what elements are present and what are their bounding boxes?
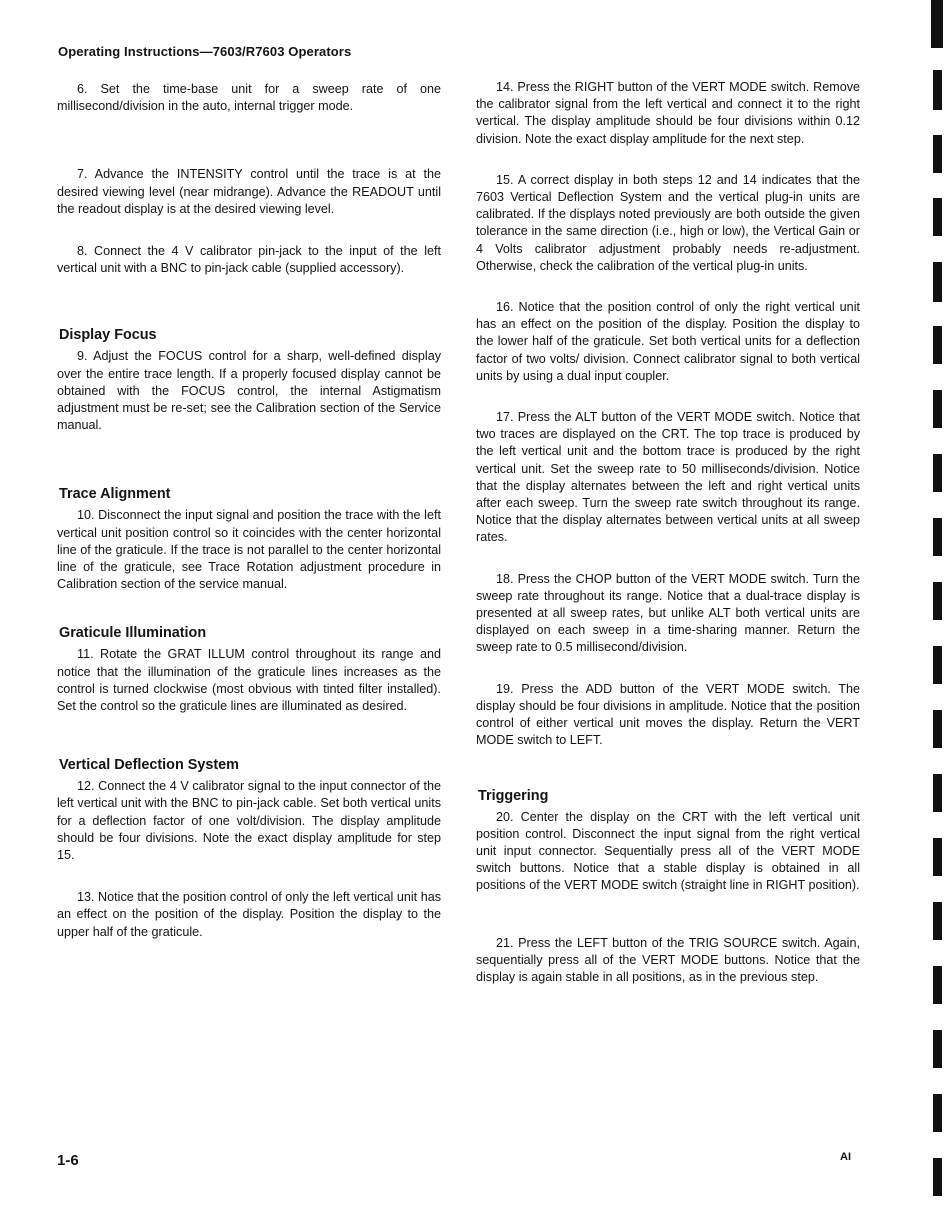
step-18: 18. Press the CHOP button of the VERT MODE switch. Turn the sweep rate throughout its range. Notice that a dual-trace display is presented at all sweep rates, but unlike ALT both vertical units are displayed on each sweep in a time-sharing manner. Return the sweep rate to 0.5 millisecond/division. <box>476 571 860 655</box>
edge-mark <box>933 70 942 110</box>
edge-mark <box>933 1094 942 1132</box>
step-16: 16. Notice that the position control of only the right vertical unit has an effect on the position of the display. Position the display to the lower half of the graticule. Set both vertical units for a deflection factor of two volts/ division. Connect calibrator signal to both vertical units by using a dual input coupler. <box>476 300 860 383</box>
step-17: 17. Press the ALT button of the VERT MODE switch. Notice that two traces are displayed on the CRT. The top trace is produced by the left vertical unit and the bottom trace is produced by the right vertical unit. Set the sweep rate to 50 milliseconds/division. Notice that the display alternates between the left and right vertical units after each sweep. Turn the sweep rate switch throughout its range. Notice that the display alternates between vertical units at all sweep rates. <box>476 410 860 545</box>
edge-mark <box>933 1030 942 1068</box>
step-15: 15. A correct display in both steps 12 and 14 indicates that the 7603 Vertical Deflection System and the vertical plug-in units are calibrated. If the displays noted previously are both outside the given tolerance in the same direction (i.e., high or low), the Vertical Gain or 4 Volts calibrator adjustment probably needs re-adjustment. Otherwise, check the calibration of the vertical plug-in units. <box>476 172 860 273</box>
publisher-mark: AI <box>840 1151 851 1163</box>
step-14: 14. Press the RIGHT button of the VERT MODE switch. Remove the calibrator signal from the left vertical and connect it to the right vertical. The display amplitude should be four divisions within 0.12 division. Note the exact display amplitude for the next step. <box>476 80 860 146</box>
heading-graticule-illumination: Graticule Illumination <box>59 625 207 642</box>
step-13: 13. Notice that the position control of only the left vertical unit has an effect on the position of the display. Position the display to the upper half of the graticule. <box>57 890 441 939</box>
edge-mark <box>933 135 942 173</box>
edge-mark <box>933 966 942 1004</box>
right-column <box>476 79 860 986</box>
step-8: 8. Connect the 4 V calibrator pin-jack to the input of the left vertical unit with a BNC to pin-jack cable (supplied accessory). <box>57 244 441 276</box>
heading-trace-alignment: Trace Alignment <box>59 486 171 503</box>
edge-mark <box>933 774 942 812</box>
step-9: 9. Adjust the FOCUS control for a sharp, well-defined display over the entire trace length. If a properly focused display cannot be obtained with the FOCUS control, the internal Astigmatism adjustment must be re-set; see the Calibration section of the Service manual. <box>57 349 441 433</box>
edge-mark <box>933 582 942 620</box>
edge-mark <box>933 390 942 428</box>
page-number: 1-6 <box>57 1152 79 1169</box>
edge-mark <box>933 710 942 748</box>
edge-mark <box>933 518 942 556</box>
heading-triggering: Triggering <box>478 787 549 804</box>
edge-mark <box>933 454 942 492</box>
heading-vertical-deflection: Vertical Deflection System <box>59 757 239 774</box>
step-12: 12. Connect the 4 V calibrator signal to the input connector of the left vertical unit with the BNC to pin-jack cable. Set both vertical units for a deflection factor of one volt/division. The display amplitude should be four divisions. Note the exact display amplitude for step 15. <box>57 779 441 863</box>
binding-edge-marks <box>930 0 950 1215</box>
edge-mark <box>933 646 942 684</box>
heading-display-focus: Display Focus <box>59 327 157 344</box>
edge-mark <box>933 198 942 236</box>
edge-mark <box>933 326 942 364</box>
left-column <box>57 81 441 941</box>
edge-mark <box>933 262 942 302</box>
step-21: 21. Press the LEFT button of the TRIG SOURCE switch. Again, sequentially press all of the VERT MODE buttons. Notice that the display is again stable in all positions, as in the previous step. <box>476 935 860 984</box>
page-header: Operating Instructions—7603/R7603 Operators <box>58 44 352 59</box>
step-7: 7. Advance the INTENSITY control until the trace is at the desired viewing level (near midrange). Advance the READOUT until the readout display is at the desired viewing level. <box>57 167 441 216</box>
step-10: 10. Disconnect the input signal and position the trace with the left vertical unit position control so it coincides with the center horizontal line of the graticule. If the trace is not parallel to the center horizontal line of the graticule, see Trace Rotation adjustment procedure in Calibration section of the service manual. <box>57 508 441 592</box>
step-11: 11. Rotate the GRAT ILLUM control throughout its range and notice that the illumination of the graticule lines increases as the control is turned clockwise (most obvious with tinted filter installed). Set the control so the graticule lines are illuminated as desired. <box>57 647 441 714</box>
edge-mark <box>931 0 943 48</box>
edge-mark <box>933 838 942 876</box>
step-19: 19. Press the ADD button of the VERT MODE switch. The display should be four divisions in amplitude. Notice that the position control of either vertical unit moves the display. Return the VERT MODE switch to LEFT. <box>476 681 860 748</box>
step-20: 20. Center the display on the CRT with the left vertical unit position control. Disconnect the input signal from the right vertical unit input connector. Sequentially press all of the VERT MODE switch buttons. Notice that a stable display is obtained in all positions of the VERT MODE switch (straight line in RIGHT position). <box>476 809 860 893</box>
step-6: 6. Set the time-base unit for a sweep rate of one millisecond/division in the auto, internal trigger mode. <box>57 82 441 114</box>
edge-mark <box>933 902 942 940</box>
edge-mark <box>933 1158 942 1196</box>
